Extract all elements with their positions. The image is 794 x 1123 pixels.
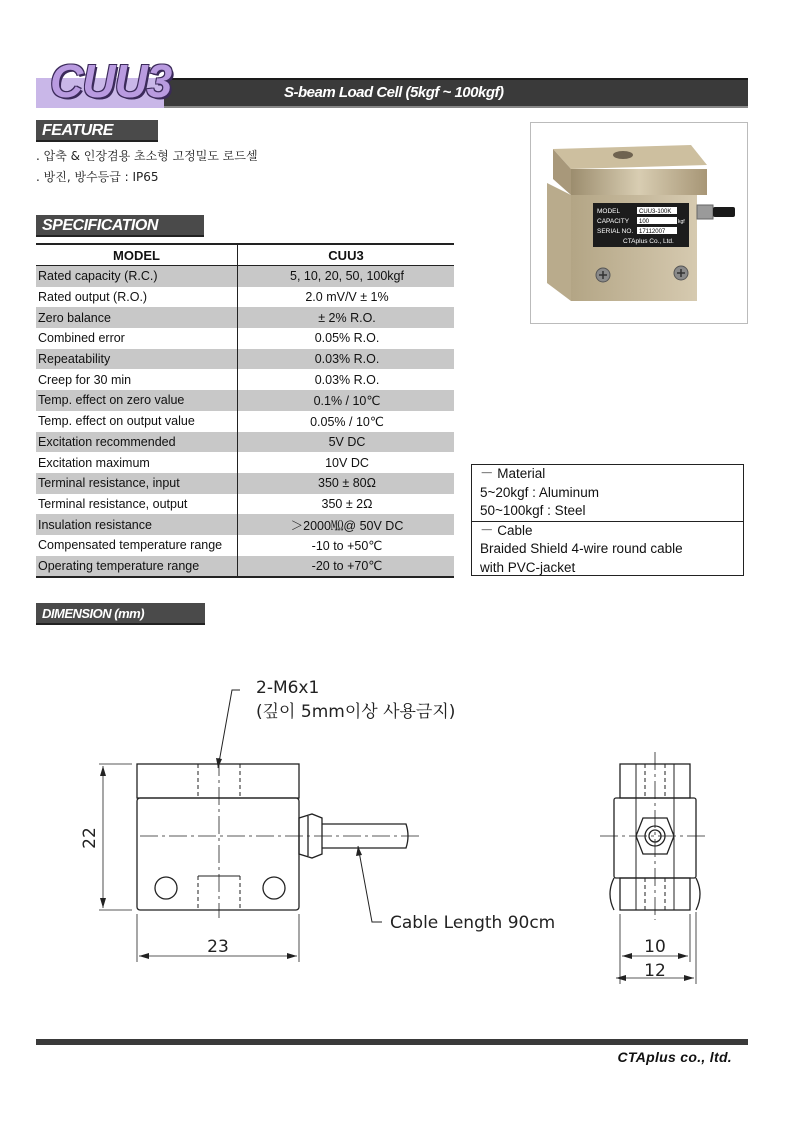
spec-row — [36, 514, 454, 535]
thread-note: 2-M6x1 — [256, 678, 320, 698]
spec-row — [36, 494, 454, 515]
spec-label: Terminal resistance, input — [36, 473, 238, 494]
side-dimension-outer: 12 — [644, 961, 666, 981]
spec-header-model: MODEL — [36, 244, 238, 266]
spec-row — [36, 432, 454, 453]
spec-value: 10V DC — [238, 452, 455, 473]
spec-value: 0.1% / 10℃ — [238, 390, 455, 411]
spec-label: Insulation resistance — [36, 514, 238, 535]
product-photo — [530, 122, 748, 324]
spec-value: -10 to +50℃ — [238, 535, 455, 556]
spec-label: Zero balance — [36, 307, 238, 328]
spec-label: Rated output (R.O.) — [38, 290, 148, 305]
spec-value: -20 to +70℃ — [238, 556, 455, 578]
cable-heading: － Cable — [472, 521, 743, 541]
cable-line: Braided Shield 4-wire round cable — [480, 541, 683, 556]
spec-value: 0.05% R.O. — [238, 328, 455, 349]
spec-value: 0.03% R.O. — [238, 369, 455, 390]
spec-label: Combined error — [38, 331, 125, 346]
spec-label: Repeatability — [36, 349, 238, 370]
photo-label-model: MODEL — [597, 208, 621, 215]
photo-label-capacity: CAPACITY — [597, 218, 630, 225]
spec-label: Temp. effect on output value — [38, 414, 195, 429]
material-line: 50~100kgf : Steel — [480, 503, 586, 518]
spec-row — [36, 411, 454, 432]
thread-depth-note: (깊이 5mm이상 사용금지) — [256, 702, 456, 722]
cable-line: with PVC-jacket — [480, 559, 576, 575]
side-dimension-inner: 10 — [644, 937, 666, 957]
spec-value: 350 ± 2Ω — [238, 494, 455, 515]
material-info-box — [471, 464, 744, 576]
material-heading: － Material — [480, 466, 546, 481]
spec-label: Terminal resistance, output — [38, 496, 188, 511]
product-subtitle: S-beam Load Cell (5kgf ~ 100kgf) — [284, 84, 504, 101]
spec-row — [36, 328, 454, 349]
dimension-drawing — [0, 640, 794, 1000]
spec-value: 0.05% / 10℃ — [238, 411, 455, 432]
feature-line-2: . 방진, 방수등급 : IP65 — [36, 170, 159, 184]
spec-value: 5V DC — [238, 432, 455, 453]
spec-label: Rated capacity (R.C.) — [36, 266, 238, 287]
dimension-height: 22 — [80, 827, 100, 849]
spec-row — [36, 452, 454, 473]
spec-value: 350 ± 80Ω — [238, 473, 455, 494]
spec-row — [36, 473, 454, 494]
spec-label: Operating temperature range — [36, 556, 238, 578]
spec-row — [36, 349, 454, 370]
footer-divider — [36, 1039, 748, 1045]
specification-heading: SPECIFICATION — [36, 215, 204, 237]
spec-value: 2.0 mV/V ± 1% — [238, 287, 455, 308]
spec-row — [36, 266, 454, 287]
product-logo: CUU3 — [50, 55, 172, 107]
spec-value: 5, 10, 20, 50, 100kgf — [238, 266, 455, 287]
dimension-heading: DIMENSION (mm) — [36, 603, 205, 625]
spec-value: ± 2% R.O. — [238, 307, 455, 328]
specification-table — [36, 243, 454, 578]
company-name: CTAplus co., ltd. — [617, 1049, 732, 1065]
spec-label: Temp. effect on zero value — [36, 390, 238, 411]
photo-label-maker: CTAplus Co., Ltd. — [623, 238, 674, 245]
spec-row — [36, 556, 454, 578]
spec-row — [36, 287, 454, 308]
photo-label-capacity-value: 100 — [639, 219, 650, 225]
spec-value: ＞2000㏁@ 50V DC — [238, 514, 455, 535]
spec-row — [36, 535, 454, 556]
spec-label: Excitation maximum — [38, 455, 150, 470]
spec-row — [36, 390, 454, 411]
spec-value: 0.03% R.O. — [238, 349, 455, 370]
photo-label-serial-value: 17112007 — [639, 229, 666, 235]
spec-header-row — [36, 244, 454, 266]
feature-heading: FEATURE — [36, 120, 158, 142]
feature-line-1: . 압축 & 인장겸용 초소형 고정밀도 로드셀 — [36, 149, 258, 163]
material-line: 5~20kgf : Aluminum — [480, 484, 599, 500]
spec-label: Compensated temperature range — [38, 538, 223, 553]
photo-label-capacity-unit: kgf — [678, 219, 685, 225]
photo-label-model-value: CUU3-100K — [639, 209, 672, 215]
cable-length-note: Cable Length 90cm — [390, 913, 556, 933]
photo-label-serial: SERIAL NO. — [597, 228, 634, 235]
spec-label: Excitation recommended — [36, 432, 238, 453]
spec-label: Creep for 30 min — [38, 372, 132, 387]
spec-header-value: CUU3 — [238, 244, 455, 266]
spec-row — [36, 307, 454, 328]
spec-row — [36, 369, 454, 390]
dimension-width: 23 — [207, 937, 229, 957]
